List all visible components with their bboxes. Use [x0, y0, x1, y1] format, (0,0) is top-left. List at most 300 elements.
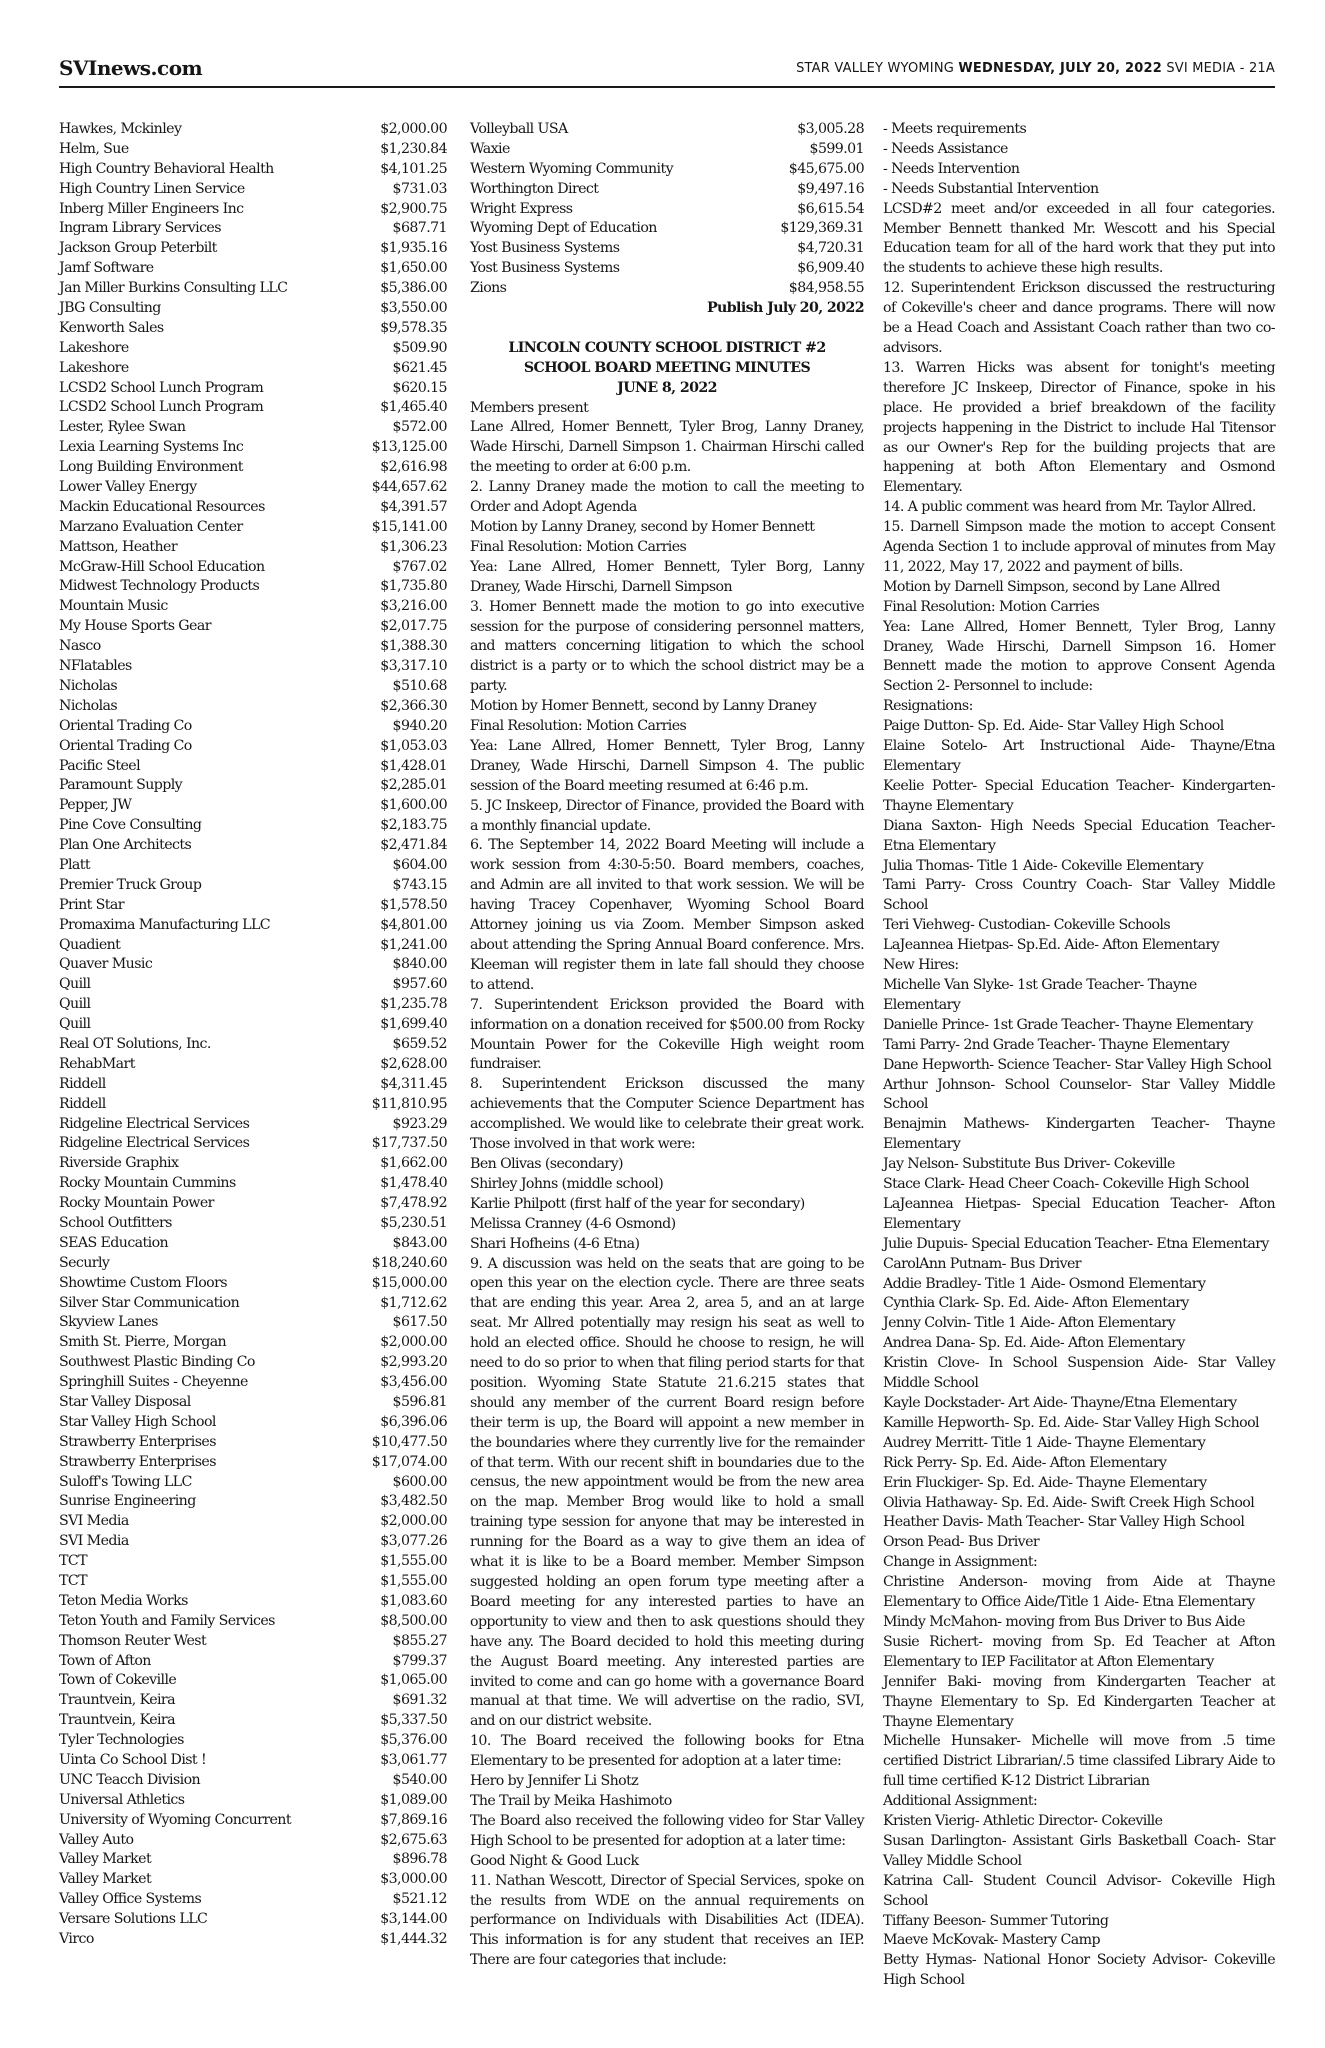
vendor-name: Helm, Sue	[59, 140, 129, 157]
vendor-amount: $923.29	[392, 1115, 447, 1132]
vendor-amount: $3,216.00	[380, 598, 447, 615]
vendor-row	[59, 896, 447, 916]
vendor-row	[59, 1373, 447, 1393]
minutes-paragraph: 2. Lanny Draney made the motion to call the meeting to Order and Adopt Agenda	[470, 479, 864, 516]
vendor-amount: $2,471.84	[380, 837, 447, 854]
vendor-name: Strawberry Enterprises	[59, 1453, 216, 1470]
vendor-row	[59, 279, 447, 299]
minutes-line: Andrea Dana- Sp. Ed. Aide- Afton Elementary	[883, 1335, 1185, 1352]
minutes-line: Change in Assignment:	[883, 1554, 1038, 1571]
vendor-name: LCSD2 School Lunch Program	[59, 379, 264, 396]
vendor-name: Tyler Technologies	[59, 1732, 184, 1749]
minutes-paragraph: 7. Superintendent Erickson provided the Board with information on a donation received for $500.00 from Rocky Mountain Power for the Cokeville High weight room fundraiser.	[470, 996, 864, 1073]
vendor-row	[59, 1353, 447, 1373]
vendor-name: Valley Market	[59, 1871, 152, 1888]
vendor-amount: $4,311.45	[380, 1075, 447, 1092]
vendor-amount: $1,241.00	[380, 936, 447, 953]
vendor-row	[59, 1870, 447, 1890]
vendor-row	[59, 1492, 447, 1512]
vendor-row	[59, 200, 447, 220]
vendor-row	[59, 418, 447, 438]
vendor-row	[470, 239, 864, 259]
vendor-row	[59, 1811, 447, 1831]
minutes-paragraph: 5. JC Inskeep, Director of Finance, provided the Board with a monthly financial update.	[470, 797, 864, 834]
vendor-name: Springhill Suites - Cheyenne	[59, 1374, 248, 1391]
minutes-body-column-2	[470, 399, 864, 1972]
vendor-amount: $18,240.60	[371, 1254, 447, 1271]
vendor-row	[59, 677, 447, 697]
vendor-name: Paramount Supply	[59, 777, 183, 794]
minutes-line: Heather Davis- Math Teacher- Star Valley High School	[883, 1514, 1245, 1531]
minutes-paragraph: Yea: Lane Allred, Homer Bennett, Tyler Brog, Lanny Draney, Wade Hirschi, Darnell Simpson 16. Homer Bennett made the motion to approve Consent Agenda Section 2- Personnel to include:	[883, 618, 1275, 695]
vendor-name: Inberg Miller Engineers Inc	[59, 200, 244, 217]
vendor-amount: $4,720.31	[797, 240, 864, 257]
vendor-amount: $957.60	[392, 976, 447, 993]
minutes-paragraph: Susan Darlington- Assistant Girls Basketball Coach- Star Valley Middle School	[883, 1832, 1275, 1869]
minutes-line: Additional Assignment:	[883, 1793, 1038, 1810]
vendor-amount: $2,366.30	[380, 697, 447, 714]
minutes-paragraph: 9. A discussion was held on the seats that are going to be open this year on the election cycle. There are three seats that are ending this year. Area 2, area 5, and an at large seat. Mr Allred potentially may resign his seat as well to hold an elected office. Should he choose to resign, he will need to do so prior to when that filing period starts for that position. Wyoming State Statute 21.6.215 states that should any member of the current Board resign before their term is up, the Board will appoint a new member in the boundaries where they currently live for the remainder of that term. With our recent shift in boundaries due to the census, the new appointment would be from the new area on the map. Member Brog would like to hold a small training type session for anyone that may be interested in running for the Board as a way to give them an idea of what it is like to be a Board member. Member Simpson suggested holding an open forum type meeting after a Board meeting for any interested parties to have an opportunity to view and then to ask questions should they have any. The Board decided to hold this meeting during the August Board meeting. Any interested parties are invited to come and can go home with a governance Board manual at that time. We will advertise on the radio, SVI, and on our district website.	[470, 1255, 864, 1730]
minutes-line: The Trail by Meika Hashimoto	[470, 1792, 672, 1809]
minutes-line: 14. A public comment was heard from Mr. Taylor Allred.	[883, 499, 1256, 516]
minutes-line: Motion by Lanny Draney, second by Homer Bennett	[470, 518, 815, 535]
vendor-name: Quaver Music	[59, 956, 153, 973]
minutes-line: LaJeannea Hietpas- Sp.Ed. Aide- Afton Elementary	[883, 937, 1220, 954]
minutes-line: Mindy McMahon- moving from Bus Driver to Bus Aide	[883, 1613, 1245, 1630]
minutes-paragraph: Keelie Potter- Special Education Teacher- Kindergarten- Thayne Elementary	[883, 777, 1275, 814]
minutes-line: Cynthia Clark- Sp. Ed. Aide- Afton Elementary	[883, 1295, 1189, 1312]
minutes-line: Olivia Hathaway- Sp. Ed. Aide- Swift Creek High School	[883, 1494, 1255, 1511]
vendor-name: Real OT Solutions, Inc.	[59, 1035, 211, 1052]
vendor-name: NFlatables	[59, 658, 132, 675]
vendor-row	[59, 1731, 447, 1751]
vendor-row	[59, 856, 447, 876]
minutes-heading-date: JUNE 8, 2022	[617, 379, 717, 396]
vendor-name: Waxie	[470, 140, 510, 157]
vendor-amount: $6,615.54	[797, 200, 864, 217]
vendor-row	[59, 1234, 447, 1254]
vendor-row	[59, 1154, 447, 1174]
vendor-name: Western Wyoming Community	[470, 160, 674, 177]
vendor-name: Lexia Learning Systems Inc	[59, 439, 244, 456]
minutes-line: Julie Dupuis- Special Education Teacher- Etna Elementary	[883, 1235, 1269, 1252]
vendor-name: Quill	[59, 1016, 91, 1033]
vendor-row	[59, 757, 447, 777]
vendor-row	[59, 776, 447, 796]
vendor-name: Nasco	[59, 638, 101, 655]
minutes-paragraph: 3. Homer Bennett made the motion to go into executive session for the purpose of considering personnel matters, and matters concerning litigation to which the school district is a party or to which the school district may be a party.	[470, 598, 864, 695]
vendor-amount: $1,662.00	[380, 1155, 447, 1172]
vendor-amount: $2,285.01	[380, 777, 447, 794]
vendor-row	[470, 259, 864, 279]
vendor-amount: $3,456.00	[380, 1374, 447, 1391]
vendor-name: Pine Cove Consulting	[59, 817, 202, 834]
vendor-row	[59, 1453, 447, 1473]
vendor-amount: $1,555.00	[380, 1553, 447, 1570]
site-name: SVInews.com	[59, 56, 203, 80]
minutes-line: Jay Nelson- Substitute Bus Driver- Cokeville	[883, 1156, 1175, 1173]
vendor-name: Plan One Architects	[59, 837, 192, 854]
vendor-amount: $3,000.00	[380, 1871, 447, 1888]
vendor-amount: $1,465.40	[380, 399, 447, 416]
minutes-line: Members present	[470, 399, 589, 416]
vendor-name: McGraw-Hill School Education	[59, 558, 265, 575]
minutes-line: Resignations:	[883, 698, 973, 715]
vendor-amount: $767.02	[392, 558, 447, 575]
vendor-name: Town of Afton	[59, 1652, 151, 1669]
minutes-line: Erin Fluckiger- Sp. Ed. Aide- Thayne Elementary	[883, 1474, 1207, 1491]
minutes-paragraph: Arthur Johnson- School Counselor- Star Valley Middle School	[883, 1076, 1275, 1113]
vendor-list-column-2	[470, 120, 864, 299]
vendor-amount: $1,089.00	[380, 1791, 447, 1808]
vendor-amount: $1,444.32	[380, 1931, 447, 1948]
vendor-row	[470, 180, 864, 200]
vendor-name: SVI Media	[59, 1513, 129, 1530]
vendor-amount: $659.52	[392, 1035, 447, 1052]
vendor-row	[59, 737, 447, 757]
vendor-name: Thomson Reuter West	[59, 1632, 207, 1649]
column-2	[470, 120, 864, 1971]
vendor-row	[59, 1294, 447, 1314]
minutes-paragraph: Yea: Lane Allred, Homer Bennett, Tyler Brog, Lanny Draney, Wade Hirschi, Darnell Simpson 4. The public session of the Board meeting resumed at 6:46 p.m.	[470, 737, 864, 794]
vendor-row	[59, 1890, 447, 1910]
vendor-amount: $510.68	[392, 677, 447, 694]
vendor-amount: $11,810.95	[371, 1095, 447, 1112]
vendor-amount: $621.45	[392, 359, 447, 376]
vendor-row	[59, 876, 447, 896]
vendor-row	[59, 1751, 447, 1771]
vendor-amount: $691.32	[392, 1692, 447, 1709]
vendor-amount: $3,005.28	[797, 121, 864, 137]
vendor-name: Strawberry Enterprises	[59, 1433, 216, 1450]
minutes-paragraph: 13. Warren Hicks was absent for tonight's meeting therefore JC Inskeep, Director of Finance, spoke in his place. He provided a brief breakdown of the facility projects happening in the District to include Hal Titensor as our Owner's Rep for the building projects that are happening at both Afton Elementary and Osmond Elementary.	[883, 359, 1275, 496]
vendor-row	[59, 359, 447, 379]
vendor-name: Kenworth Sales	[59, 319, 164, 336]
vendor-row	[59, 1115, 447, 1135]
vendor-name: Mattson, Heather	[59, 538, 178, 555]
minutes-paragraph: The Board also received the following video for Star Valley High School to be presented for adoption at a later time:	[470, 1812, 864, 1849]
vendor-name: Riddell	[59, 1075, 106, 1092]
minutes-line: Kamille Hepworth- Sp. Ed. Aide- Star Valley High School	[883, 1414, 1259, 1431]
vendor-amount: $10,477.50	[371, 1433, 447, 1450]
vendor-row	[59, 597, 447, 617]
vendor-name: Star Valley High School	[59, 1413, 216, 1430]
vendor-name: Midwest Technology Products	[59, 578, 260, 595]
vendor-amount: $13,125.00	[371, 439, 447, 456]
vendor-row	[59, 1055, 447, 1075]
vendor-name: High Country Linen Service	[59, 180, 245, 197]
minutes-paragraph: Betty Hymas- National Honor Society Advisor- Cokeville High School	[883, 1952, 1275, 1989]
minutes-paragraph: Elaine Sotelo- Art Instructional Aide- Thayne/Etna Elementary	[883, 738, 1275, 774]
vendor-row	[59, 1433, 447, 1453]
vendor-amount: $9,497.16	[797, 180, 864, 197]
vendor-amount: $17,737.50	[371, 1135, 447, 1152]
vendor-row	[59, 1771, 447, 1791]
vendor-name: Valley Auto	[59, 1831, 134, 1848]
vendor-name: Yost Business Systems	[470, 260, 620, 277]
vendor-row	[59, 1075, 447, 1095]
vendor-amount: $1,478.40	[380, 1175, 447, 1192]
vendor-amount: $620.15	[392, 379, 447, 396]
minutes-paragraph: 15. Darnell Simpson made the motion to accept Consent Agenda Section 1 to include approval of minutes from May 11, 2022, May 17, 2022 and payment of bills.	[883, 519, 1275, 575]
minutes-line: Maeve McKovak- Mastery Camp	[883, 1932, 1100, 1949]
vendor-row	[59, 259, 447, 279]
vendor-row	[59, 538, 447, 558]
vendor-row	[59, 438, 447, 458]
vendor-name: Riddell	[59, 1095, 106, 1112]
vendor-name: TCT	[59, 1553, 87, 1570]
vendor-row	[59, 1691, 447, 1711]
vendor-amount: $6,396.06	[380, 1413, 447, 1430]
vendor-row	[59, 398, 447, 418]
vendor-name: Lakeshore	[59, 359, 129, 376]
minutes-line: CarolAnn Putnam- Bus Driver	[883, 1255, 1081, 1272]
vendor-row	[59, 1095, 447, 1115]
folio-page: SVI MEDIA - 21A	[1161, 61, 1275, 76]
vendor-name: Premier Truck Group	[59, 876, 202, 893]
vendor-amount: $84,958.55	[788, 280, 864, 297]
vendor-amount: $45,675.00	[788, 160, 864, 177]
minutes-line: Stace Clark- Head Cheer Coach- Cokeville High School	[883, 1176, 1249, 1193]
vendor-row	[59, 717, 447, 737]
minutes-line: - Needs Intervention	[883, 160, 1020, 177]
vendor-row	[470, 279, 864, 299]
vendor-amount: $3,144.00	[380, 1911, 447, 1928]
vendor-row	[59, 1134, 447, 1154]
vendor-name: Quill	[59, 976, 91, 993]
vendor-row	[59, 1174, 447, 1194]
vendor-row	[59, 299, 447, 319]
minutes-paragraph: LCSD#2 meet and/or exceeded in all four categories. Member Bennett thanked Mr. Wescott and his Special Education team for all of the hard work that they put into the students to achieve these high results.	[883, 200, 1275, 277]
vendor-name: Oriental Trading Co	[59, 717, 192, 734]
vendor-amount: $5,337.50	[380, 1712, 447, 1729]
minutes-paragraph: Kristin Clove- In School Suspension Aide- Star Valley Middle School	[883, 1355, 1275, 1392]
minutes-paragraph: Christine Anderson- moving from Aide at Thayne Elementary to Office Aide/Title 1 Aide- Etna Elementary	[883, 1574, 1275, 1611]
vendor-amount: $4,391.57	[380, 498, 447, 515]
vendor-name: Wright Express	[470, 200, 573, 217]
vendor-row	[59, 1632, 447, 1652]
vendor-amount: $540.00	[392, 1771, 447, 1788]
vendor-name: Versare Solutions LLC	[59, 1911, 208, 1928]
vendor-amount: $600.00	[392, 1473, 447, 1490]
vendor-row	[59, 637, 447, 657]
minutes-line: Final Resolution: Motion Carries	[883, 598, 1100, 615]
vendor-row	[470, 219, 864, 239]
vendor-name: Valley Office Systems	[59, 1891, 202, 1908]
vendor-amount: $617.50	[392, 1314, 447, 1331]
vendor-row	[59, 1333, 447, 1353]
vendor-name: RehabMart	[59, 1055, 135, 1072]
vendor-name: Lakeshore	[59, 339, 129, 356]
vendor-amount: $855.27	[392, 1632, 447, 1649]
minutes-line: Melissa Cranney (4-6 Osmond)	[470, 1215, 676, 1232]
vendor-name: University of Wyoming Concurrent	[59, 1811, 291, 1828]
vendor-row	[59, 120, 447, 140]
vendor-amount: $2,000.00	[380, 1513, 447, 1530]
vendor-name: Marzano Evaluation Center	[59, 518, 243, 535]
vendor-name: Mackin Educational Resources	[59, 498, 265, 515]
vendor-row	[59, 558, 447, 578]
vendor-name: LCSD2 School Lunch Program	[59, 399, 264, 416]
vendor-row	[59, 379, 447, 399]
vendor-amount: $604.00	[392, 856, 447, 873]
vendor-amount: $4,801.00	[380, 916, 447, 933]
vendor-name: Valley Market	[59, 1851, 152, 1868]
vendor-row	[59, 1652, 447, 1672]
vendor-amount: $1,428.01	[380, 757, 447, 774]
vendor-amount: $2,628.00	[380, 1055, 447, 1072]
minutes-line: Motion by Homer Bennett, second by Lanny Draney	[470, 698, 817, 715]
minutes-heading-district: LINCOLN COUNTY SCHOOL DISTRICT #2	[508, 339, 826, 356]
vendor-name: SVI Media	[59, 1533, 129, 1550]
minutes-paragraph: Diana Saxton- High Needs Special Education Teacher- Etna Elementary	[883, 817, 1275, 854]
vendor-name: Yost Business Systems	[470, 240, 620, 257]
minutes-paragraph: Yea: Lane Allred, Homer Bennett, Tyler Borg, Lanny Draney, Wade Hirschi, Darnell Simpson	[470, 558, 864, 595]
vendor-amount: $129,369.31	[780, 220, 864, 237]
vendor-amount: $896.78	[392, 1851, 447, 1868]
minutes-line: Michelle Van Slyke- 1st Grade Teacher- Thayne Elementary	[883, 976, 1197, 1013]
vendor-row	[59, 140, 447, 160]
minutes-line: Jenny Colvin- Title 1 Aide- Afton Elementary	[883, 1315, 1176, 1332]
vendor-row	[59, 577, 447, 597]
vendor-name: Southwest Plastic Binding Co	[59, 1354, 255, 1371]
vendor-amount: $1,712.62	[380, 1294, 447, 1311]
vendor-name: Sunrise Engineering	[59, 1493, 196, 1510]
vendor-name: TCT	[59, 1573, 87, 1590]
vendor-name: Trauntvein, Keira	[59, 1692, 175, 1709]
vendor-row	[59, 1393, 447, 1413]
minutes-line: - Meets requirements	[883, 121, 1027, 137]
vendor-amount: $599.01	[809, 140, 864, 157]
vendor-amount: $2,000.00	[380, 1334, 447, 1351]
vendor-name: School Outfitters	[59, 1214, 172, 1231]
vendor-amount: $2,017.75	[380, 618, 447, 635]
vendor-row	[59, 498, 447, 518]
minutes-line: Teri Viehweg- Custodian- Cokeville Schools	[883, 917, 1171, 934]
vendor-row	[59, 936, 447, 956]
vendor-amount: $1,053.03	[380, 737, 447, 754]
vendor-row	[59, 1552, 447, 1572]
vendor-row	[59, 816, 447, 836]
vendor-amount: $1,083.60	[380, 1592, 447, 1609]
vendor-list-column-1	[59, 120, 447, 1950]
vendor-name: Rocky Mountain Cummins	[59, 1175, 236, 1192]
vendor-row	[59, 1671, 447, 1691]
minutes-line: Kristen Vierig- Athletic Director- Cokeville	[883, 1813, 1163, 1830]
vendor-row	[59, 160, 447, 180]
minutes-paragraph: Katrina Call- Student Council Advisor- Cokeville High School	[883, 1872, 1275, 1909]
vendor-amount: $1,306.23	[380, 538, 447, 555]
vendor-amount: $731.03	[392, 180, 447, 197]
vendor-amount: $15,141.00	[371, 518, 447, 535]
vendor-amount: $2,183.75	[380, 817, 447, 834]
vendor-amount: $2,675.63	[380, 1831, 447, 1848]
minutes-heading-title: SCHOOL BOARD MEETING MINUTES	[523, 359, 811, 376]
vendor-name: Mountain Music	[59, 598, 168, 615]
vendor-name: Quadient	[59, 936, 121, 953]
vendor-name: Ingram Library Services	[59, 220, 221, 237]
vendor-amount: $7,478.92	[380, 1195, 447, 1212]
vendor-row	[470, 200, 864, 220]
vendor-row	[59, 180, 447, 200]
vendor-row	[59, 617, 447, 637]
vendor-row	[59, 796, 447, 816]
vendor-name: Long Building Environment	[59, 459, 243, 476]
vendor-amount: $1,650.00	[380, 260, 447, 277]
vendor-amount: $521.12	[392, 1891, 447, 1908]
minutes-line: Rick Perry- Sp. Ed. Aide- Afton Elementary	[883, 1454, 1167, 1471]
minutes-line: Good Night & Good Luck	[470, 1852, 639, 1869]
vendor-name: Lower Valley Energy	[59, 479, 197, 496]
vendor-name: Virco	[59, 1931, 94, 1948]
vendor-amount: $1,735.80	[380, 578, 447, 595]
vendor-name: SEAS Education	[59, 1234, 169, 1251]
vendor-name: Promaxima Manufacturing LLC	[59, 916, 271, 933]
vendor-amount: $687.71	[392, 220, 447, 237]
vendor-name: Securly	[59, 1254, 110, 1271]
vendor-amount: $2,993.20	[380, 1354, 447, 1371]
minutes-line: New Hires:	[883, 957, 959, 974]
minutes-line: Motion by Darnell Simpson, second by Lane Allred	[883, 578, 1220, 595]
vendor-row	[59, 518, 447, 538]
vendor-name: Silver Star Communication	[59, 1294, 240, 1311]
vendor-amount: $3,482.50	[380, 1493, 447, 1510]
vendor-row	[59, 239, 447, 259]
vendor-amount: $2,000.00	[380, 121, 447, 137]
vendor-name: Smith St. Pierre, Morgan	[59, 1334, 227, 1351]
vendor-name: Jan Miller Burkins Consulting LLC	[59, 280, 288, 297]
vendor-name: Trauntvein, Keira	[59, 1712, 175, 1729]
vendor-row	[59, 1791, 447, 1811]
vendor-amount: $2,616.98	[380, 459, 447, 476]
vendor-row	[59, 458, 447, 478]
vendor-amount: $7,869.16	[380, 1811, 447, 1828]
vendor-row	[470, 120, 864, 140]
vendor-row	[59, 339, 447, 359]
vendor-row	[59, 1413, 447, 1433]
vendor-amount: $1,065.00	[380, 1672, 447, 1689]
vendor-amount: $843.00	[392, 1234, 447, 1251]
vendor-amount: $3,550.00	[380, 300, 447, 317]
vendor-name: Pacific Steel	[59, 757, 141, 774]
vendor-row	[59, 1473, 447, 1493]
vendor-amount: $940.20	[392, 717, 447, 734]
vendor-row	[59, 916, 447, 936]
vendor-row	[59, 478, 447, 498]
vendor-name: Quill	[59, 996, 91, 1013]
publish-line: Publish July 20, 2022	[706, 300, 864, 317]
vendor-amount: $572.00	[392, 419, 447, 436]
vendor-row	[59, 697, 447, 717]
minutes-paragraph: 10. The Board received the following books for Etna Elementary to be presented for adoption at a later time:	[470, 1733, 864, 1770]
vendor-row	[59, 1532, 447, 1552]
vendor-name: Wyoming Dept of Education	[470, 220, 657, 237]
vendor-row	[59, 219, 447, 239]
minutes-line: Karlie Philpott (first half of the year for secondary)	[470, 1195, 805, 1212]
vendor-name: UNC Teacch Division	[59, 1771, 201, 1788]
minutes-paragraph: 6. The September 14, 2022 Board Meeting will include a work session from 4:30-5:50. Board members, coaches, and Admin are all invited to that work session. We will be having Tracey Copenhaver, Wyoming School Board Attorney joining us via Zoom. Member Simpson asked about attending the Spring Annual Board conference. Mrs. Kleeman will register them in late fall should they choose to attend.	[470, 837, 864, 993]
vendor-row	[59, 1313, 447, 1333]
vendor-name: Skyview Lanes	[59, 1314, 158, 1331]
vendor-name: Teton Youth and Family Services	[59, 1612, 275, 1629]
vendor-row	[59, 1274, 447, 1294]
vendor-row	[59, 995, 447, 1015]
vendor-amount: $1,555.00	[380, 1573, 447, 1590]
vendor-name: Rocky Mountain Power	[59, 1195, 214, 1212]
minutes-heading	[470, 339, 864, 399]
vendor-row	[59, 1572, 447, 1592]
minutes-line: Ben Olivas (secondary)	[470, 1155, 623, 1172]
